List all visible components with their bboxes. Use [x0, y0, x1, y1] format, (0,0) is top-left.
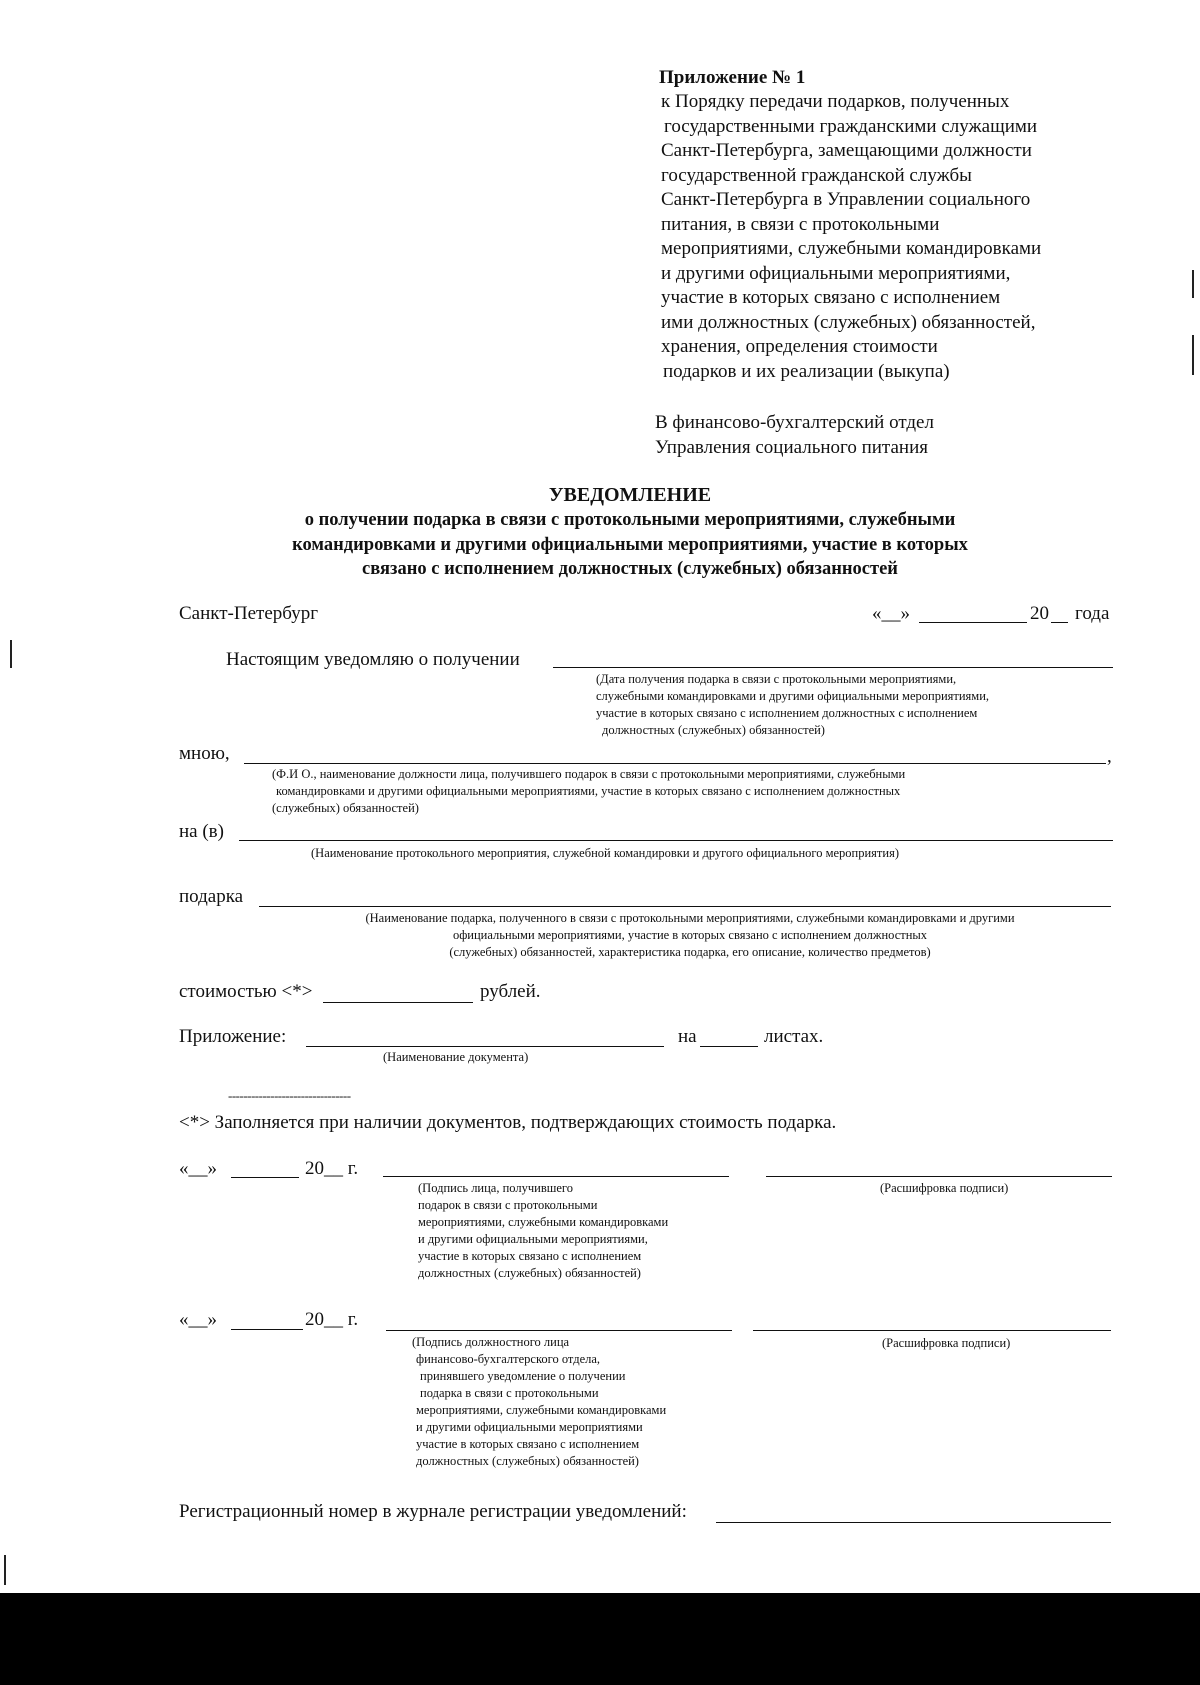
sign1-year: 20__ г.: [305, 1158, 359, 1179]
sign2-signature-field[interactable]: [386, 1330, 732, 1331]
date-year-suffix: года: [1075, 603, 1110, 624]
document-title: УВЕДОМЛЕНИЕ: [548, 484, 712, 506]
me-hint: [272, 766, 905, 817]
event-field[interactable]: [239, 840, 1113, 841]
scan-edge-mark: [1192, 335, 1194, 375]
event-hint: (Наименование протокольного мероприятия, служебной командировки и другого официального мероприятия): [311, 846, 899, 860]
date-day-quote: «__»: [872, 603, 910, 624]
sign1-decode-hint: (Расшифровка подписи): [880, 1181, 1009, 1195]
hint-line: командировками и другими официальными мероприятиями, участие в которых связано с исполнением должностных: [276, 784, 901, 798]
appendix-title: Приложение № 1: [659, 67, 806, 88]
received-label: Настоящим уведомляю о получении: [226, 649, 520, 670]
sign2-decode-hint: (Расшифровка подписи): [882, 1336, 1011, 1350]
cost-label: стоимостью <*>: [179, 981, 313, 1002]
hint-line: принявшего уведомление о получении: [420, 1369, 626, 1383]
subtitle-line: связано с исполнением должностных (служебных) обязанностей: [362, 559, 898, 579]
sign2-year: 20__ г.: [305, 1309, 359, 1330]
hint-line: (Наименование подарка, полученного в связи с протокольными мероприятиями, служебными командировками и другими: [365, 911, 1015, 925]
scan-edge-mark: [4, 1555, 6, 1585]
attachment-field[interactable]: [306, 1046, 664, 1047]
hint-line: (Подпись лица, получившего: [418, 1181, 573, 1195]
registration-label: Регистрационный номер в журнале регистрации уведомлений:: [179, 1501, 687, 1522]
hint-line: финансово-бухгалтерского отдела,: [416, 1352, 601, 1366]
me-label: мною,: [179, 743, 230, 764]
footnote-text: <*> Заполняется при наличии документов, подтверждающих стоимость подарка.: [179, 1112, 837, 1133]
attachment-sheets: листах.: [764, 1026, 824, 1047]
appendix-line: участие в которых связано с исполнением: [661, 287, 1001, 308]
appendix-line: и другими официальными мероприятиями,: [661, 262, 1011, 284]
city: Санкт-Петербург: [179, 603, 319, 624]
hint-line: (служебных) обязанностей, характеристика подарка, его описание, количество предметов): [449, 945, 931, 959]
hint-line: должностных (служебных) обязанностей): [416, 1454, 639, 1468]
attachment-on: на: [678, 1026, 697, 1047]
hint-line: и другими официальными мероприятиями: [416, 1420, 643, 1434]
sign1-sign-hint: [418, 1180, 668, 1282]
hint-line: подарок в связи с протокольными: [418, 1198, 598, 1212]
appendix-line: ими должностных (служебных) обязанностей,: [661, 311, 1036, 333]
hint-line: подарка в связи с протокольными: [420, 1386, 599, 1400]
scan-bottom-bar: [0, 1593, 1200, 1685]
appendix-line: Санкт-Петербурга, замещающими должности: [661, 140, 1032, 161]
hint-line: служебными командировками и другими официальными мероприятиями,: [596, 689, 990, 703]
hint-line: (служебных) обязанностей): [272, 801, 419, 815]
sign2-day-quote: «__»: [179, 1309, 217, 1330]
appendix-line: государственной гражданской службы: [661, 164, 972, 186]
attachment-label: Приложение:: [179, 1026, 287, 1047]
appendix-line: мероприятиями, служебными командировками: [661, 238, 1042, 259]
scan-edge-mark: [1192, 270, 1194, 298]
hint-line: мероприятиями, служебными командировками: [418, 1215, 669, 1229]
date-year-prefix: 20: [1030, 603, 1049, 624]
appendix-line: к Порядку передачи подарков, полученных: [661, 91, 1010, 112]
sign1-signature-field[interactable]: [383, 1176, 729, 1177]
hint-line: должностных (служебных) обязанностей): [418, 1266, 641, 1280]
sign2-sign-hint: [412, 1334, 666, 1470]
addressee-line-2: Управления социального питания: [655, 437, 928, 458]
registration-field[interactable]: [716, 1522, 1111, 1523]
appendix-line: хранения, определения стоимости: [661, 336, 938, 357]
sign2-month-field[interactable]: [231, 1329, 303, 1330]
subtitle-line: командировками и другими официальными мероприятиями, участие в которых: [292, 534, 968, 555]
event-label: на (в): [179, 821, 224, 842]
scan-edge-mark: [10, 640, 12, 668]
subtitle-line: о получении подарка в связи с протокольными мероприятиями, служебными: [304, 510, 956, 530]
received-date-field[interactable]: [553, 667, 1113, 668]
me-field[interactable]: [244, 763, 1106, 764]
sign1-decode-field[interactable]: [766, 1176, 1112, 1177]
appendix-line: питания, в связи с протокольными: [661, 213, 940, 235]
hint-line: (Дата получения подарка в связи с протокольными мероприятиями,: [596, 672, 957, 686]
date-year-blank[interactable]: [1051, 622, 1068, 623]
hint-line: официальными мероприятиями, участие в которых связано с исполнением должностных: [452, 928, 928, 942]
cost-unit: рублей.: [480, 981, 541, 1002]
sign2-decode-field[interactable]: [753, 1330, 1111, 1331]
date-month-blank[interactable]: [919, 622, 1027, 623]
gift-field[interactable]: [259, 906, 1111, 907]
addressee-line-1: В финансово-бухгалтерский отдел: [655, 412, 934, 433]
document-subtitle: [130, 508, 1130, 582]
hint-line: мероприятиями, служебными командировками: [416, 1403, 667, 1417]
footnote-separator: --------------------------------: [228, 1088, 351, 1103]
hint-line: должностных (служебных) обязанностей): [602, 723, 825, 737]
attachment-sheets-field[interactable]: [700, 1046, 758, 1047]
appendix-line: государственными гражданскими служащими: [664, 115, 1038, 137]
received-hint: [596, 671, 989, 739]
hint-line: участие в которых связано с исполнением должностных с исполнением: [596, 706, 978, 720]
sign1-day-quote: «__»: [179, 1158, 217, 1179]
gift-hint: [270, 910, 1110, 961]
appendix-line: Санкт-Петербурга в Управлении социального: [661, 189, 1031, 210]
hint-line: и другими официальными мероприятиями,: [418, 1232, 648, 1246]
hint-line: (Ф.И О., наименование должности лица, получившего подарок в связи с протокольными мероприятиями, служебными: [272, 767, 906, 781]
hint-line: участие в которых связано с исполнением: [418, 1249, 642, 1263]
me-comma: ,: [1107, 746, 1112, 767]
gift-label: подарка: [179, 886, 244, 907]
hint-line: (Подпись должностного лица: [412, 1335, 570, 1349]
sign1-month-field[interactable]: [231, 1177, 299, 1178]
cost-field[interactable]: [323, 1002, 473, 1003]
appendix-line: подарков и их реализации (выкупа): [663, 360, 950, 382]
attachment-hint: (Наименование документа): [383, 1050, 529, 1064]
appendix-text: [661, 90, 1121, 384]
hint-line: участие в которых связано с исполнением: [416, 1437, 640, 1451]
